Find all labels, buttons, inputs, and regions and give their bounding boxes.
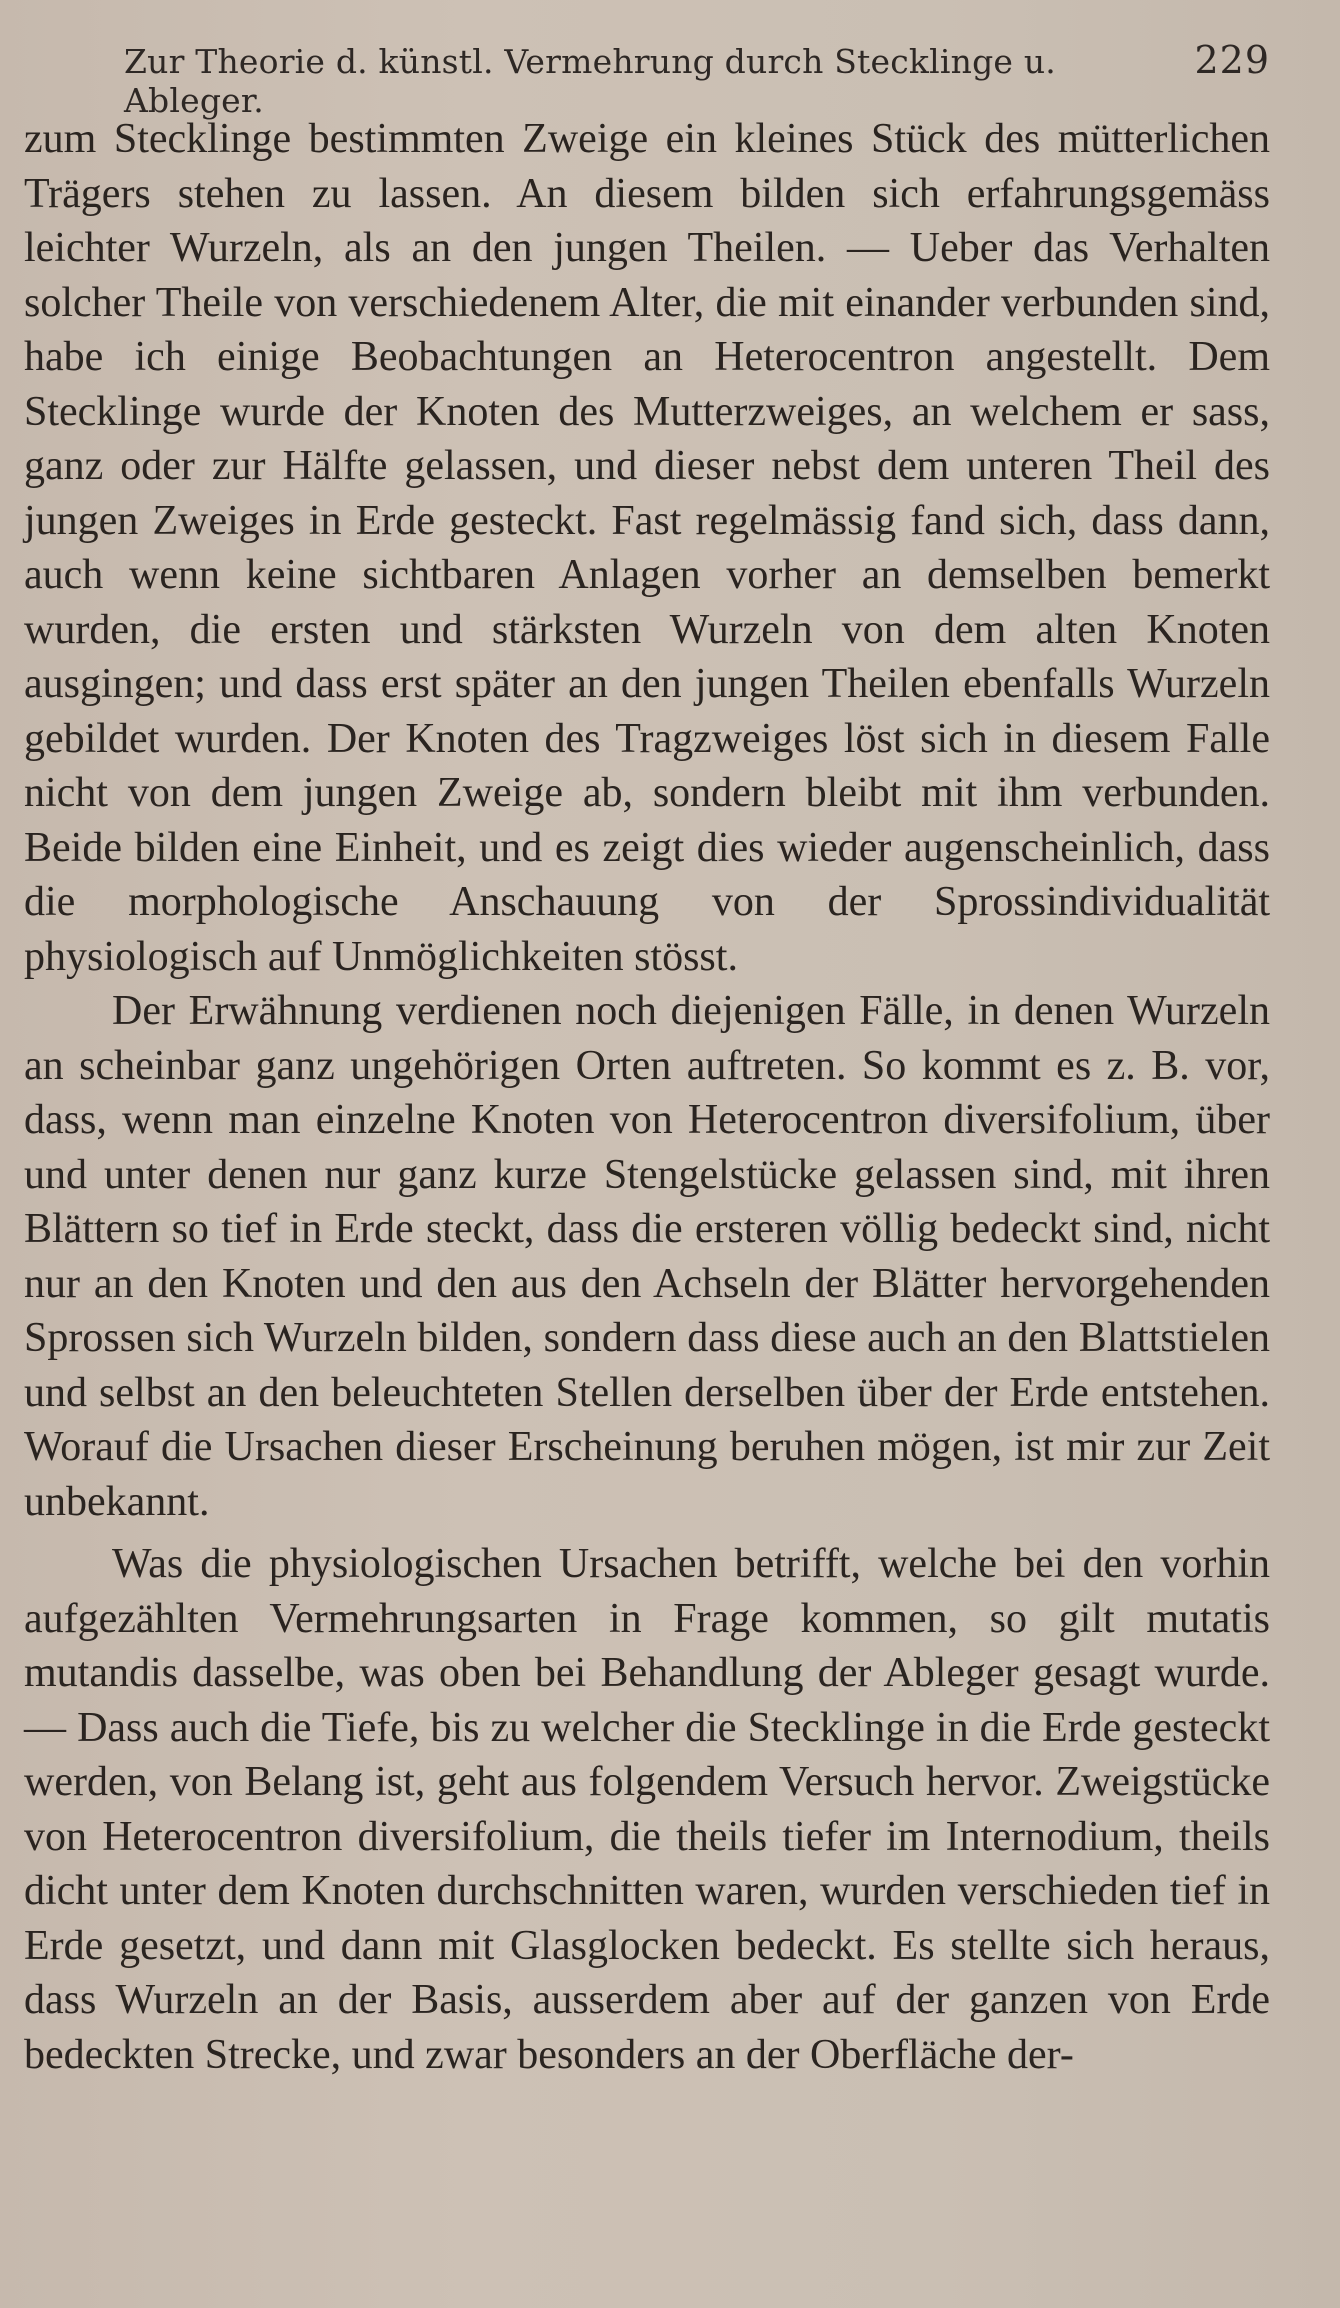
running-header (24, 38, 1270, 120)
paragraph-3: Was die physiologischen Ursachen betrifft, welche bei den vorhin aufgezählten Vermehrungsarten in Frage kommen, so gilt mutatis mutandis dasselbe, was oben bei Behandlung der Ableger gesagt wurde. — Dass auch die Tiefe, bis zu welcher die Stecklinge in die Erde gesteckt werden, von Belang ist, geht aus folgendem Versuch hervor. Zweigstücke von Heterocentron diversifolium, die theils tiefer im Internodium, theils dicht unter dem Knoten durchschnitten waren, wurden verschieden tief in Erde gesetzt, und dann mit Glasglocken bedeckt. Es stellte sich heraus, dass Wurzeln an der Basis, ausserdem aber auf der ganzen von Erde bedeckten Strecke, und zwar besonders an der Oberfläche der- (24, 1541, 1270, 2078)
page-number: 229 (1194, 38, 1270, 82)
paragraph-2: Der Erwähnung verdienen noch diejenigen Fälle, in denen Wurzeln an scheinbar ganz ungehörigen Orten auftreten. So kommt es z. B. vor, dass, wenn man einzelne Knoten von Heterocentron diversifolium, über und unter denen nur ganz kurze Stengelstücke gelassen sind, mit ihren Blättern so tief in Erde steckt, dass die ersteren völlig bedeckt sind, nicht nur an den Knoten und den aus den Achseln der Blätter hervorgehenden Sprossen sich Wurzeln bilden, sondern dass diese auch an den Blattstielen und selbst an den beleuchteten Stellen derselben über der Erde entstehen. Worauf die Ursachen dieser Erscheinung beruhen mögen, ist mir zur Zeit unbekannt. (24, 988, 1270, 1525)
body-text (24, 112, 1270, 2082)
paragraph-1: zum Stecklinge bestimmten Zweige ein kleines Stück des mütterlichen Trägers stehen zu lassen. An diesem bilden sich erfahrungsgemäss leichter Wurzeln, als an den jungen Theilen. — Ueber das Verhalten solcher Theile von verschiedenem Alter, die mit einander verbunden sind, habe ich einige Beobachtungen an Heterocentron angestellt. Dem Stecklinge wurde der Knoten des Mutterzweiges, an welchem er sass, ganz oder zur Hälfte gelassen, und dieser nebst dem unteren Theil des jungen Zweiges in Erde gesteckt. Fast regelmässig fand sich, dass dann, auch wenn keine sichtbaren Anlagen vorher an demselben bemerkt wurden, die ersten und stärksten Wurzeln von dem alten Knoten ausgingen; und dass erst später an den jungen Theilen ebenfalls Wurzeln gebildet wurden. Der Knoten des Tragzweiges löst sich in diesem Falle nicht von dem jungen Zweige ab, sondern bleibt mit ihm verbunden. Beide bilden eine Einheit, und es zeigt dies wieder augenscheinlich, dass die morphologische Anschauung von der Sprossindividualität physiologisch auf Unmöglichkeiten stösst. (24, 116, 1270, 980)
running-title: Zur Theorie d. künstl. Vermehrung durch Stecklinge u. Ableger. (124, 42, 1056, 120)
